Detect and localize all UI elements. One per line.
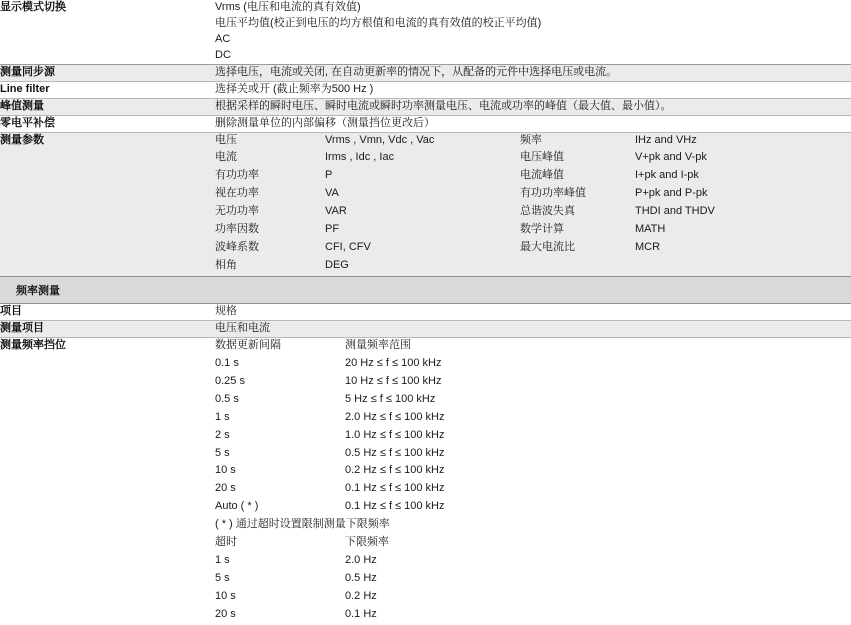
value-line: 电压和电流 [215,321,270,334]
parameter-row [215,133,851,151]
lower-limit-frequency: 2.0 Hz [345,553,445,571]
value-line: 电压平均值(校正到电压的均方根值和电流的真有效值的校正平均值) [215,16,542,29]
value-line: 选择关或开 (截止频率为500 Hz ) [215,82,374,95]
row-label: 测量频率挡位 [0,337,215,625]
row-label: 显示模式切换 [0,0,215,64]
timeout-value: 20 s [215,607,345,625]
param-value: MATH [635,222,851,240]
param-value: P+pk and P-pk [635,186,851,204]
param-value: IHz and VHz [635,133,851,151]
param-value: MCR [635,240,851,258]
row-value [215,115,851,132]
table-row [0,115,851,132]
freq-range: 0.1 Hz ≤ f ≤ 100 kHz [345,499,445,517]
row-value [215,64,851,81]
freq-range: 1.0 Hz ≤ f ≤ 100 kHz [345,428,445,446]
parameter-row [215,204,851,222]
timeout-row [215,553,445,571]
param-name: 最大电流比 [520,240,635,258]
freq-row [215,463,445,481]
param-value: Irms , Idc , Iac [325,150,520,168]
freq-header-row [215,338,445,356]
param-value: THDI and THDV [635,204,851,222]
timeout-col-header: 下限频率 [345,535,445,553]
row-value [215,98,851,115]
freq-interval: 5 s [215,446,345,464]
freq-note: ( * ) 通过超时设置限制测量下限频率 [215,517,445,535]
lower-limit-frequency: 0.1 Hz [345,607,445,625]
parameter-row [215,150,851,168]
freq-row [215,356,445,374]
freq-range: 20 Hz ≤ f ≤ 100 kHz [345,356,445,374]
row-label: 峰值测量 [0,98,215,115]
table-row [0,320,851,337]
timeout-col-header: 超时 [215,535,345,553]
freq-row [215,446,445,464]
value-line: AC [215,32,231,45]
row-label: 测量参数 [0,132,215,277]
param-name: 数学计算 [520,222,635,240]
section-header-frequency-measurement [0,277,851,304]
timeout-header-row [215,535,445,553]
param-value: V+pk and V-pk [635,150,851,168]
freq-row [215,428,445,446]
param-value: I+pk and I-pk [635,168,851,186]
param-name: 有功功率 [215,168,325,186]
timeout-row [215,589,445,607]
table-row [0,81,851,98]
freq-row [215,499,445,517]
param-value: VA [325,186,520,204]
param-value: Vrms , Vmn, Vdc , Vac [325,133,520,151]
row-label: 项目 [0,304,215,321]
param-name: 电压 [215,133,325,151]
param-name: 波峰系数 [215,240,325,258]
value-line: 根据采样的瞬时电压、瞬时电流或瞬时功率测量电压、电流或功率的峰值（最大值、最小值）。 [215,99,672,112]
freq-row [215,410,445,428]
parameter-row [215,258,851,276]
param-value: PF [325,222,520,240]
param-value [635,258,851,276]
freq-interval: Auto ( * ) [215,499,345,517]
freq-interval: 0.25 s [215,374,345,392]
param-name: 视在功率 [215,186,325,204]
timeout-value: 5 s [215,571,345,589]
row-label: 测量项目 [0,320,215,337]
param-value: P [325,168,520,186]
row-label: 零电平补偿 [0,115,215,132]
table-row [0,0,851,64]
freq-range: 10 Hz ≤ f ≤ 100 kHz [345,374,445,392]
param-value: DEG [325,258,520,276]
freq-range: 2.0 Hz ≤ f ≤ 100 kHz [345,410,445,428]
table-row [0,98,851,115]
value-line: 规格 [215,305,237,317]
freq-interval: 0.5 s [215,392,345,410]
table-row [0,64,851,81]
parameter-row [215,222,851,240]
freq-range: 0.1 Hz ≤ f ≤ 100 kHz [345,481,445,499]
param-name: 功率因数 [215,222,325,240]
timeout-row [215,607,445,625]
table-row [0,304,851,321]
table-row-frequency-range [0,337,851,625]
row-value [215,320,851,337]
row-value [215,81,851,98]
value-line: 选择电压，电流或关闭, 在自动更新率的情况下，从配备的元件中选择电压或电流。 [215,65,618,78]
freq-range: 0.2 Hz ≤ f ≤ 100 kHz [345,463,445,481]
freq-interval: 2 s [215,428,345,446]
section-title: 频率测量 [0,277,851,304]
freq-row [215,374,445,392]
row-value [215,132,851,277]
freq-row [215,392,445,410]
row-value [215,304,851,321]
parameter-row [215,168,851,186]
freq-range: 5 Hz ≤ f ≤ 100 kHz [345,392,445,410]
freq-interval: 1 s [215,410,345,428]
freq-col-header: 测量频率范围 [345,338,445,356]
lower-limit-frequency: 0.2 Hz [345,589,445,607]
row-label: Line filter [0,81,215,98]
param-name: 总谐波失真 [520,204,635,222]
param-name: 无功功率 [215,204,325,222]
freq-interval: 10 s [215,463,345,481]
freq-interval: 20 s [215,481,345,499]
param-value: VAR [325,204,520,222]
freq-note-row [215,517,445,535]
parameter-row [215,186,851,204]
parameter-row [215,240,851,258]
param-name [520,258,635,276]
row-label: 测量同步源 [0,64,215,81]
row-value [215,0,851,64]
timeout-value: 1 s [215,553,345,571]
lower-limit-frequency: 0.5 Hz [345,571,445,589]
param-name: 电压峰值 [520,150,635,168]
param-name: 电流 [215,150,325,168]
parameters-grid [215,133,851,277]
table-row-measurement-parameters [0,132,851,277]
freq-col-header: 数据更新间隔 [215,338,345,356]
freq-row [215,481,445,499]
value-line: 删除测量单位的内部偏移（测量挡位更改后） [215,116,435,129]
param-name: 频率 [520,133,635,151]
freq-interval: 0.1 s [215,356,345,374]
param-name: 电流峰值 [520,168,635,186]
param-name: 有功功率峰值 [520,186,635,204]
frequency-range-grid [215,338,445,625]
timeout-value: 10 s [215,589,345,607]
freq-range: 0.5 Hz ≤ f ≤ 100 kHz [345,446,445,464]
row-value [215,337,851,625]
value-line: Vrms (电压和电流的真有效值) [215,1,361,13]
value-line: DC [215,48,231,61]
timeout-row [215,571,445,589]
param-value: CFI, CFV [325,240,520,258]
param-name: 相角 [215,258,325,276]
